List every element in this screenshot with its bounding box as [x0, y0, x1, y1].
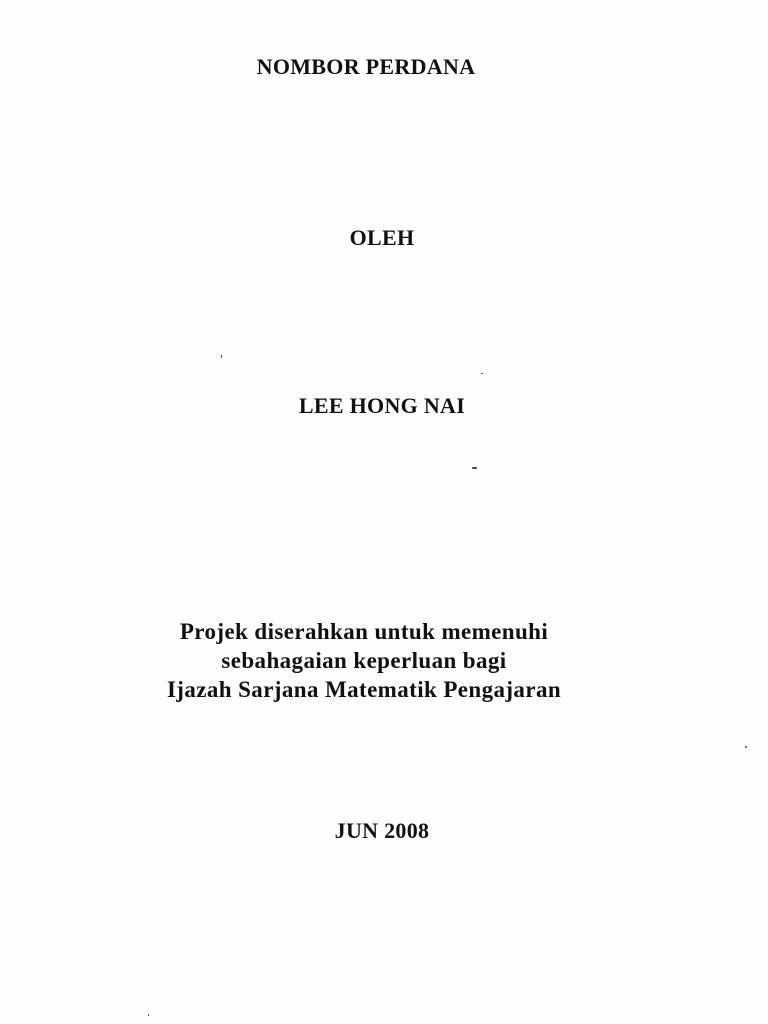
author-name: LEE HONG NAI [298, 393, 466, 418]
scan-speck [472, 467, 477, 469]
scan-speck [745, 746, 747, 748]
submission-statement [0, 617, 728, 704]
statement-line: Projek diserahkan untuk memenuhi [179, 619, 549, 644]
statement-line: Ijazah Sarjana Matematik Pengajaran [166, 677, 562, 702]
document-title: NOMBOR PERDANA [256, 54, 476, 79]
scan-speck [481, 373, 483, 374]
by-label: OLEH [349, 225, 415, 250]
statement-line: sebahagaian keperluan bagi [221, 648, 507, 673]
scan-speck [148, 1014, 149, 1016]
submission-date: JUN 2008 [334, 818, 430, 843]
scan-speck [221, 355, 222, 358]
